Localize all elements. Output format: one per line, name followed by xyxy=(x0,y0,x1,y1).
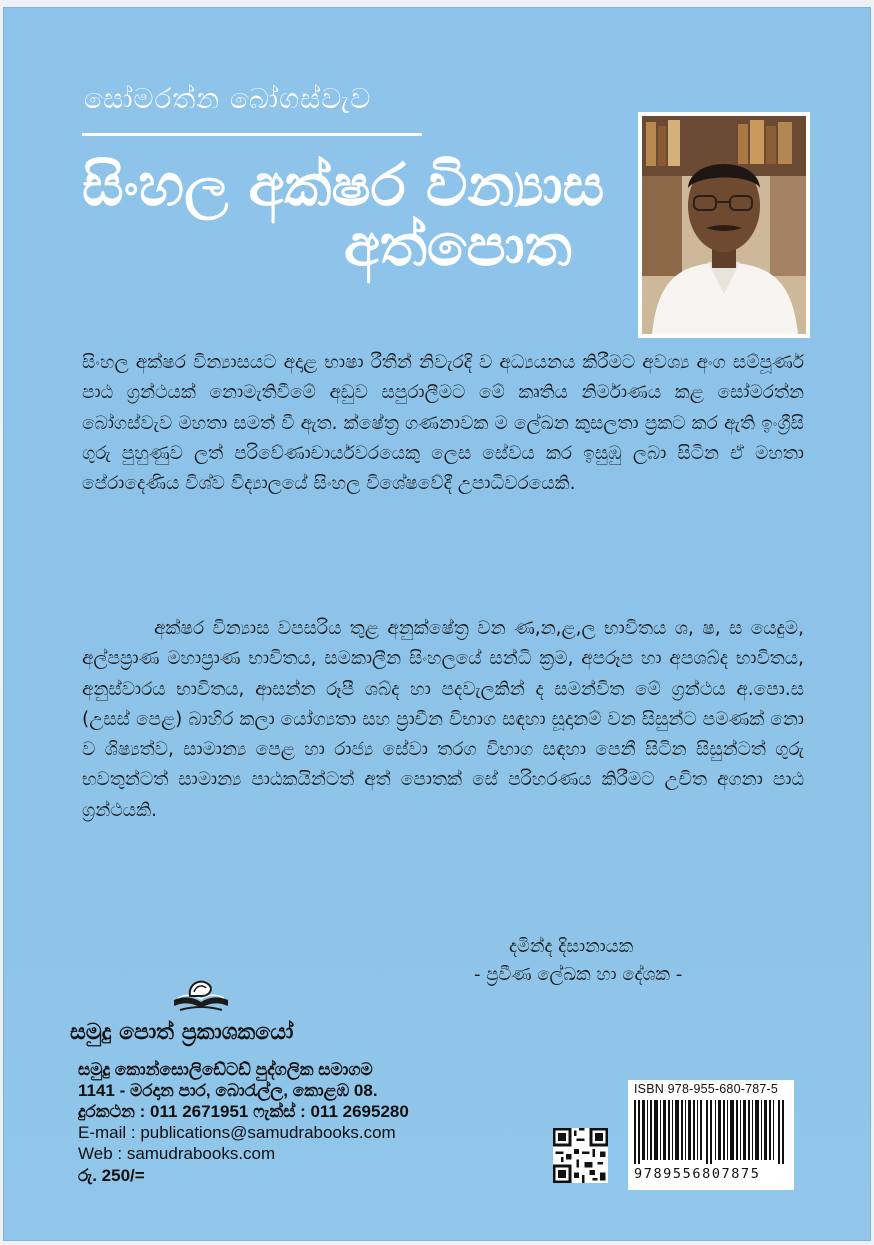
author-name: සෝමරත්න බෝගස්වැව xyxy=(84,82,372,115)
reviewer-name: දමින්ද දිසානායක xyxy=(509,936,634,957)
book-title-line2: අත්පොත xyxy=(344,211,572,279)
author-photo xyxy=(638,112,810,338)
open-book-logo-icon xyxy=(170,974,232,1014)
isbn-number: ISBN 978-955-680-787-5 xyxy=(634,1082,779,1096)
publisher-company: සමුදු කොන්සොලිඩේටඩ් පුද්ගලික සමාගම xyxy=(78,1060,373,1079)
qr-code-icon xyxy=(553,1128,608,1183)
isbn-barcode xyxy=(628,1080,794,1190)
barcode-bars-icon xyxy=(632,1100,790,1164)
book-title-line1: සිංහල අක්ෂර වින්‍යාස xyxy=(82,151,605,219)
author-portrait-image xyxy=(642,116,806,334)
reviewer-title: - ප්‍රවීණ ලේඛක හා දේශක - xyxy=(474,964,683,985)
publisher-phone: දුරකථන : 011 2671951 ෆැක්ස් : 011 2695280 xyxy=(78,1102,409,1121)
barcode-digits: 9789556807875 xyxy=(634,1166,761,1182)
back-cover xyxy=(4,8,870,1240)
publisher-email: E-mail : publications@samudrabooks.com xyxy=(78,1123,396,1142)
publisher-website: Web : samudrabooks.com xyxy=(78,1144,276,1163)
description-paragraph-2: අක්ෂර වින්‍යාස වපසරිය තුළ අනුක්ෂේත්‍ර වන ණ,න,ළ,ල භාවිතය ශ, ෂ, ස යෙදුම, අල්පප්‍රාණ මහාප්‍රාණ භාවිතය, සමකාලීන සිංහලයේ සන්ධි ක්‍රම, අපරූප හා අපශබ්ද භාවිතය, අනුස්වාරය භාවිතය, ආසන්න රූපී ශබ්ද හා පදවැලකින් ද සමන්විත මේ ග්‍රන්ථය අ.පො.ස (උසස් පෙළ) බාහිර කලා යෝග්‍යතා සහ ප්‍රාචීන විභාග සඳහා සූදානම් වන සිසුන්ට පමණක් නො ව ශිෂ්‍යත්ව, සාමාන්‍ය පෙළ හා රාජ්‍ය සේවා තරග විභාග සඳහා පෙනී සිටින සිසුන්ටත් ගුරු භවතුන්ටත් සාමාන්‍ය පාඨකයින්ටත් අත් පොතක් සේ පරිහරණය කිරීමට උචිත අගනා පාඨ ග්‍රන්ථයකි. xyxy=(82,618,804,821)
publisher-address: 1141 - මරදාන පාර, බොරැල්ල, කොළඹ 08. xyxy=(78,1081,378,1100)
description-paragraph-1: සිංහල අක්ෂර වින්‍යාසයට අදාළ භාෂා රීතීන් නිවැරදි ව අධ්‍යයනය කිරීමට අවශ්‍ය අංග සම්පූර්ණ පාඨ ග්‍රන්ථයක් නොමැතිවීමේ අඩුව සපුරාලීමට මේ කෘතිය නිර්මාණය කළ සෝමරත්න බෝගස්වැව මහතා සමත් වී ඇත. ක්ෂේත්‍ර ගණනාවක ම ලේඛන කුසලතා ප්‍රකට කර ඇති ඉංග්‍රීසි ගුරු පුහුණුව ලත් පරිවේණාචාර්යවරයෙකු ලෙස සේවය කර ඉසුඹු ලබා සිටින ඒ මහතා පේරාදෙණිය විශ්ව විද්‍යාලයේ සිංහල විශේෂවේදී උපාධිවරයෙකි. xyxy=(82,352,804,495)
author-divider xyxy=(82,133,422,136)
publisher-name: සමුදු පොත් ප්‍රකාශකයෝ xyxy=(70,1020,294,1045)
book-price: රු. 250/= xyxy=(78,1166,145,1185)
